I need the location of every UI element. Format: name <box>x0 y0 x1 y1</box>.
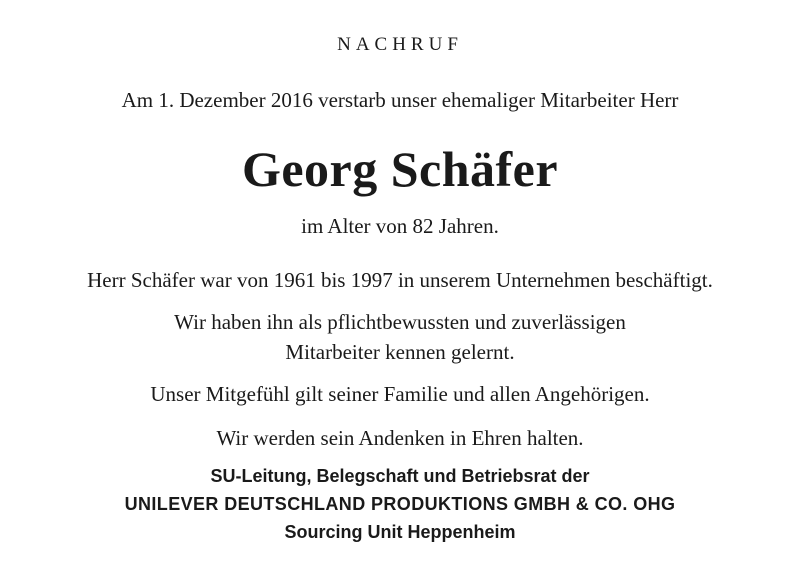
sympathy-text: Unser Mitgefühl gilt seiner Familie und allen Angehörigen. <box>150 382 650 406</box>
deceased-name: Georg Schäfer <box>241 141 559 197</box>
signature-company: UNILEVER DEUTSCHLAND PRODUKTIONS GMBH & CO. OHG <box>124 494 676 514</box>
tribute-text-line-1: Wir haben ihn als pflichtbewussten und zuverlässigen <box>174 310 626 334</box>
notice-heading: NACHRUF <box>337 34 463 55</box>
signature-site: Sourcing Unit Heppenheim <box>284 522 516 542</box>
remembrance-text: Wir werden sein Andenken in Ehren halten. <box>216 426 584 450</box>
tribute-text-line-2: Mitarbeiter kennen gelernt. <box>285 340 515 364</box>
age-text: im Alter von 82 Jahren. <box>301 214 499 238</box>
employment-text: Herr Schäfer war von 1961 bis 1997 in unserem Unternehmen beschäftigt. <box>87 268 713 292</box>
intro-text: Am 1. Dezember 2016 verstarb unser ehemaliger Mitarbeiter Herr <box>121 88 679 112</box>
signature-line-1: SU-Leitung, Belegschaft und Betriebsrat der <box>210 466 590 486</box>
